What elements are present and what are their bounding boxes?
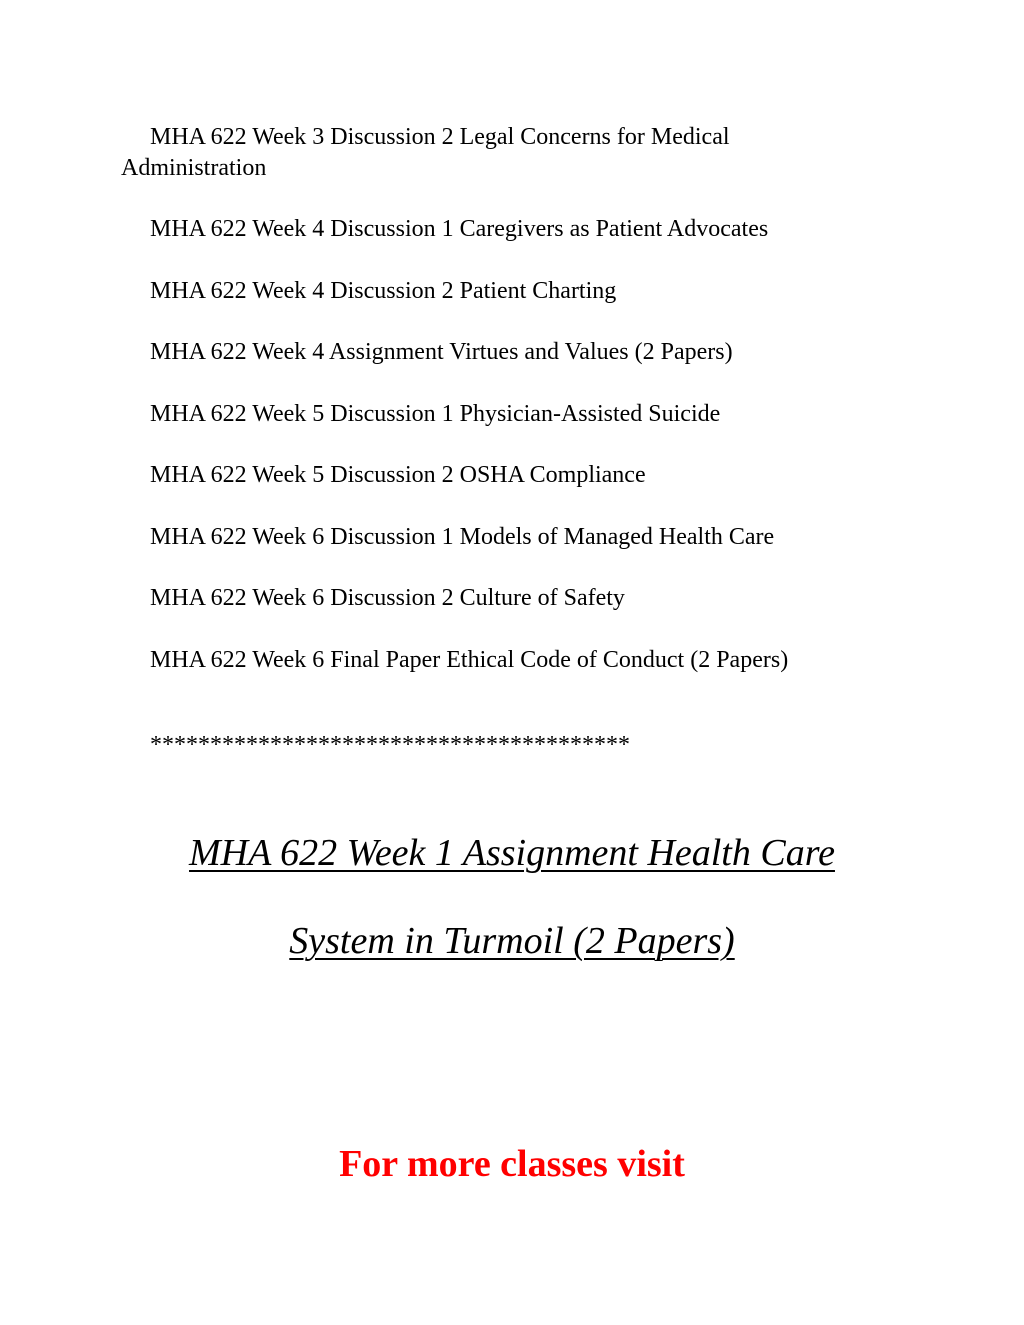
more-classes-text: For more classes visit <box>339 1143 685 1185</box>
list-item: MHA 622 Week 4 Discussion 2 Patient Charting <box>150 278 617 304</box>
list-item: MHA 622 Week 6 Discussion 1 Models of Managed Health Care <box>150 524 775 550</box>
assignment-heading-line-2: System in Turmoil (2 Papers) <box>289 920 735 962</box>
list-item: MHA 622 Week 4 Assignment Virtues and Values (2 Papers) <box>150 339 733 365</box>
list-item: MHA 622 Week 5 Discussion 2 OSHA Compliance <box>150 462 646 488</box>
assignment-heading-line-1: MHA 622 Week 1 Assignment Health Care <box>189 832 835 874</box>
list-item: MHA 622 Week 5 Discussion 1 Physician-Assisted Suicide <box>150 401 721 427</box>
list-item: MHA 622 Week 6 Final Paper Ethical Code of Conduct (2 Papers) <box>150 647 789 673</box>
list-item: MHA 622 Week 4 Discussion 1 Caregivers as Patient Advocates <box>150 216 769 242</box>
list-item: MHA 622 Week 3 Discussion 2 Legal Concerns for Medical Administration <box>121 124 730 181</box>
list-item: MHA 622 Week 6 Discussion 2 Culture of Safety <box>150 585 625 611</box>
asterisk-separator: **************************************** <box>150 732 630 758</box>
